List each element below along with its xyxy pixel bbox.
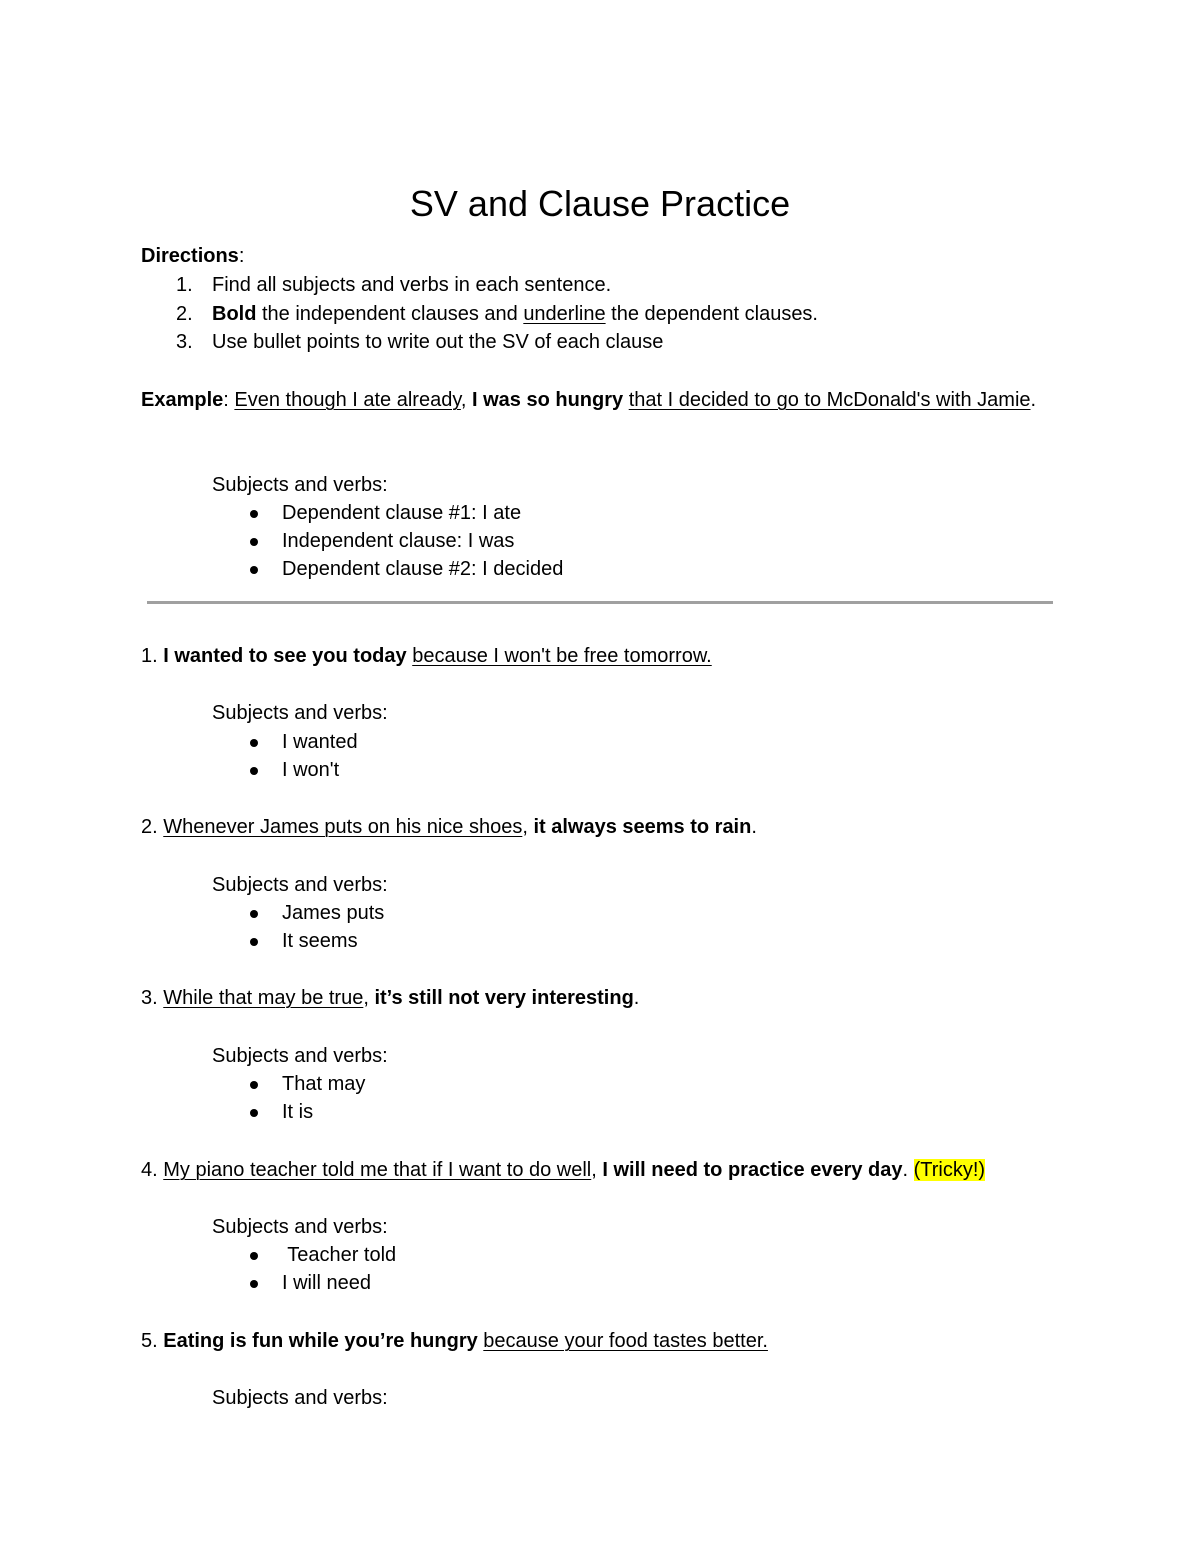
bullet-text: That may: [282, 1073, 366, 1095]
independent-clause: Eating is fun while you’re hungry: [163, 1330, 478, 1352]
sentence-end: .: [902, 1159, 914, 1181]
bullet-text: James puts: [282, 902, 385, 924]
bullet-icon: [250, 1109, 258, 1117]
question-number: 3.: [141, 987, 164, 1009]
bullet-text: Dependent clause #2: I decided: [282, 558, 564, 580]
bold-word: Bold: [212, 303, 257, 325]
bullet-icon: [250, 510, 258, 518]
bullet-icon: [250, 538, 258, 546]
bullet-text: It is: [282, 1101, 314, 1123]
horizontal-divider: [147, 601, 1053, 604]
bullet-icon: [250, 938, 258, 946]
independent-clause: it’s still not very interesting: [374, 987, 634, 1009]
bullet-text: I will need: [282, 1272, 371, 1294]
underline-word: underline: [523, 303, 606, 325]
question-number: 4.: [141, 1159, 164, 1181]
example-label: Example: [141, 389, 224, 411]
page-title: SV and Clause Practice: [409, 183, 791, 224]
bullet-icon: [250, 910, 258, 918]
sv-label: Subjects and verbs:: [212, 1216, 388, 1238]
direction-text: Find all subjects and verbs in each sentence.: [212, 274, 612, 296]
bullet-text: I won't: [282, 759, 340, 781]
sv-label: Subjects and verbs:: [212, 1045, 388, 1067]
bullet-icon: [250, 1252, 258, 1260]
dependent-clause: because your food tastes better.: [483, 1330, 768, 1352]
question-sentence: [141, 642, 712, 670]
separator: ,: [363, 987, 375, 1009]
sv-label: Subjects and verbs:: [212, 1387, 388, 1409]
directions-label: Directions: [141, 245, 239, 267]
independent-clause: I was so hungry: [471, 389, 624, 411]
question-number: 2.: [141, 816, 164, 838]
sentence-end: .: [1030, 389, 1037, 411]
sv-label: Subjects and verbs:: [212, 874, 388, 896]
bullet-text: Dependent clause #1: I ate: [282, 502, 522, 524]
direction-number: 1.: [176, 274, 193, 296]
bullet-text: It seems: [282, 930, 358, 952]
question-sentence: [141, 1327, 768, 1355]
independent-clause: I wanted to see you today: [163, 645, 407, 667]
dependent-clause: Even though I ate already: [234, 389, 461, 411]
dependent-clause: While that may be true: [163, 987, 364, 1009]
bullet-icon: [250, 566, 258, 574]
sv-label: Subjects and verbs:: [212, 474, 388, 496]
question-sentence: [141, 984, 639, 1012]
directions-heading: [141, 242, 244, 270]
bullet-text: Teacher told: [282, 1244, 397, 1266]
independent-clause: I will need to practice every day: [602, 1159, 903, 1181]
independent-clause: it always seems to rain: [533, 816, 752, 838]
bullet-icon: [250, 739, 258, 747]
direction-text: [212, 300, 818, 328]
directions-colon: :: [238, 245, 245, 267]
sv-label: Subjects and verbs:: [212, 702, 388, 724]
question-number: 1.: [141, 645, 164, 667]
direction-text-end: the dependent clauses.: [605, 303, 818, 325]
direction-text-mid: the independent clauses and: [256, 303, 524, 325]
separator: ,: [522, 816, 534, 838]
bullet-icon: [250, 767, 258, 775]
tricky-note: (Tricky!): [913, 1159, 986, 1181]
direction-number: 2.: [176, 303, 193, 325]
question-sentence: [141, 1156, 985, 1184]
example-sentence: [141, 386, 1061, 414]
dependent-clause: My piano teacher told me that if I want to do well: [163, 1159, 592, 1181]
sentence-end: .: [751, 816, 757, 838]
direction-number: 3.: [176, 331, 193, 353]
dependent-clause: that I decided to go to McDonald's with Jamie: [628, 389, 1031, 411]
bullet-icon: [250, 1081, 258, 1089]
dependent-clause: Whenever James puts on his nice shoes: [163, 816, 523, 838]
example-colon: :: [223, 389, 235, 411]
bullet-text: I wanted: [282, 731, 358, 753]
bullet-icon: [250, 1280, 258, 1288]
dependent-clause: because I won't be free tomorrow.: [412, 645, 712, 667]
question-sentence: [141, 813, 757, 841]
separator: ,: [591, 1159, 603, 1181]
question-number: 5.: [141, 1330, 164, 1352]
separator: ,: [460, 389, 472, 411]
bullet-text: Independent clause: I was: [282, 530, 515, 552]
sentence-end: .: [633, 987, 640, 1009]
direction-text: Use bullet points to write out the SV of each clause: [212, 331, 664, 353]
